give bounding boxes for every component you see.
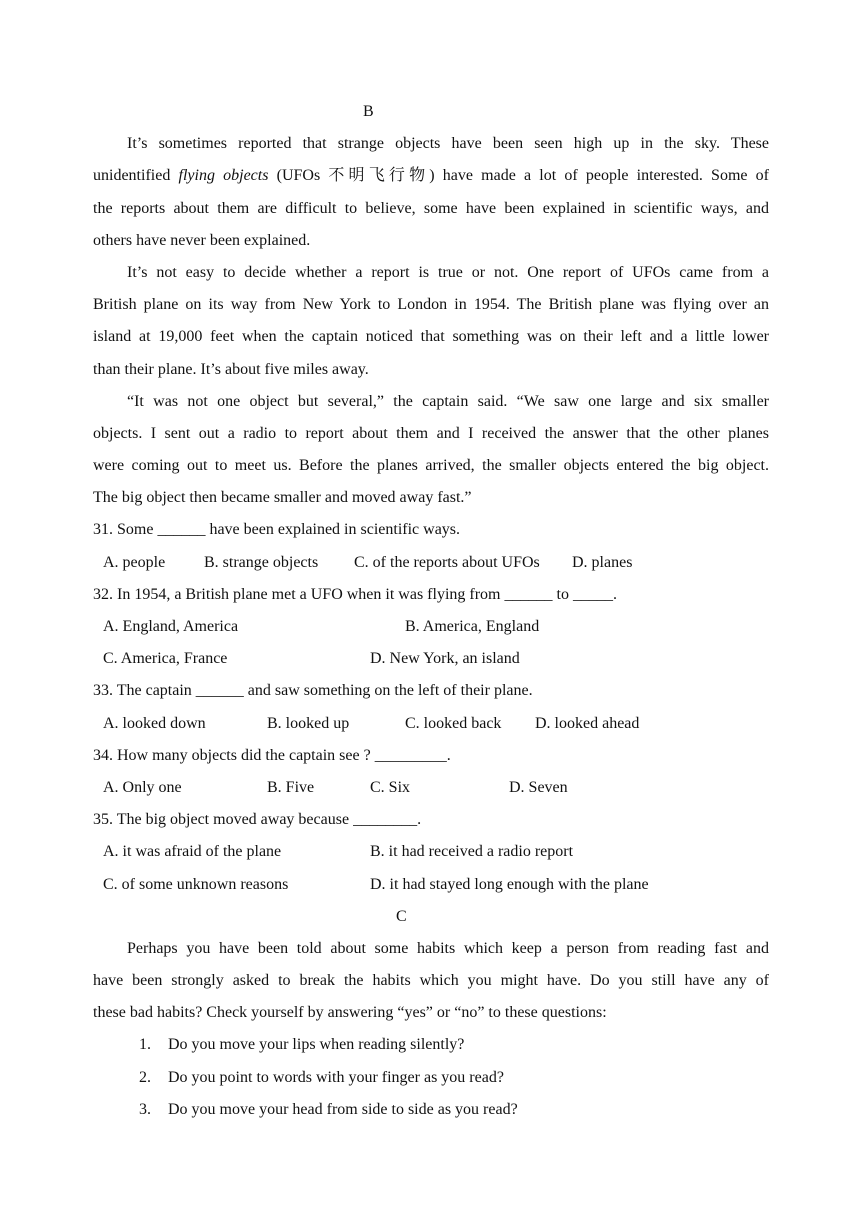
list-text: Do you point to words with your finger as you read? bbox=[168, 1068, 504, 1086]
list-number: 1. bbox=[139, 1036, 151, 1054]
italic-term: flying objects bbox=[178, 167, 269, 185]
paragraph-line: these bad habits? Check yourself by answering “yes” or “no” to these questions: bbox=[93, 1004, 607, 1022]
option-c: C. of some unknown reasons bbox=[103, 875, 289, 893]
question-33-stem: 33. The captain ______ and saw something on the left of their plane. bbox=[93, 682, 533, 700]
option-a: A. it was afraid of the plane bbox=[103, 843, 282, 861]
paragraph-line: were coming out to meet us. Before the planes arrived, the smaller objects entered the big object. bbox=[93, 457, 769, 475]
option-d: D. looked ahead bbox=[535, 714, 640, 732]
list-number: 2. bbox=[139, 1068, 151, 1086]
question-35-stem: 35. The big object moved away because ________. bbox=[93, 811, 422, 829]
list-text: Do you move your head from side to side as you read? bbox=[168, 1100, 518, 1118]
paragraph-line: Perhaps you have been told about some habits which keep a person from reading fast and bbox=[127, 939, 769, 957]
habit-question-2 bbox=[93, 1062, 769, 1094]
paragraph-line: “It was not one object but several,” the captain said. “We saw one large and six smaller bbox=[127, 392, 769, 410]
paragraph-line: objects. I sent out a radio to report about them and I received the answer that the other planes bbox=[93, 424, 769, 442]
option-c: C. America, France bbox=[103, 650, 228, 668]
document-page bbox=[93, 96, 769, 1126]
list-number: 3. bbox=[139, 1100, 151, 1118]
option-a: A. Only one bbox=[103, 778, 182, 796]
paragraph-line: the reports about them are difficult to believe, some have been explained in scientific ways, and bbox=[93, 199, 769, 217]
paragraph-line bbox=[93, 160, 769, 192]
option-a: A. people bbox=[103, 553, 166, 571]
passage-b-paragraph-3 bbox=[93, 386, 769, 515]
option-c: C. looked back bbox=[405, 714, 502, 732]
passage-c-paragraph bbox=[93, 933, 769, 1030]
passage-b-paragraph-1 bbox=[93, 128, 769, 257]
paragraph-line: The big object then became smaller and moved away fast.” bbox=[93, 489, 472, 507]
question-35-options-row-1 bbox=[93, 836, 769, 868]
paragraph-line: British plane on its way from New York to London in 1954. The British plane was flying over an bbox=[93, 296, 769, 314]
question-33-options bbox=[93, 708, 769, 740]
habit-question-3 bbox=[93, 1094, 769, 1126]
option-d: D. planes bbox=[572, 553, 633, 571]
option-d: D. it had stayed long enough with the plane bbox=[370, 875, 649, 893]
section-b-heading: B bbox=[363, 103, 374, 120]
option-a: A. England, America bbox=[103, 618, 239, 635]
option-b: B. America, England bbox=[405, 618, 540, 635]
question-34-stem: 34. How many objects did the captain see ? _________. bbox=[93, 746, 451, 764]
question-32-options-row-1 bbox=[93, 611, 769, 643]
option-d: D. New York, an island bbox=[370, 650, 520, 668]
option-d: D. Seven bbox=[509, 778, 568, 796]
list-text: Do you move your lips when reading silently? bbox=[168, 1036, 465, 1054]
passage-b-paragraph-2 bbox=[93, 257, 769, 386]
question-32-options-row-2 bbox=[93, 643, 769, 675]
question-35-options-row-2 bbox=[93, 869, 769, 901]
option-b: B. looked up bbox=[267, 714, 350, 732]
option-a: A. looked down bbox=[103, 714, 206, 732]
option-b: B. it had received a radio report bbox=[370, 843, 574, 861]
option-b: B. strange objects bbox=[204, 553, 319, 571]
section-c-heading: C bbox=[396, 907, 407, 925]
question-31-options bbox=[93, 547, 769, 579]
option-b: B. Five bbox=[267, 778, 315, 796]
question-31-stem: 31. Some ______ have been explained in scientific ways. bbox=[93, 521, 461, 539]
paragraph-line: island at 19,000 feet when the captain noticed that something was on their left and a little lower bbox=[93, 328, 769, 346]
question-34-options bbox=[93, 772, 769, 804]
habit-question-1 bbox=[93, 1029, 769, 1061]
option-c: C. of the reports about UFOs bbox=[354, 553, 540, 571]
paragraph-line: than their plane. It’s about five miles away. bbox=[93, 360, 369, 378]
text-fragment: (UFOs 不明飞行物) have made a lot of people interested. Some of bbox=[268, 167, 769, 185]
paragraph-line: have been strongly asked to break the habits which you might have. Do you still have any of bbox=[93, 972, 769, 990]
text-fragment: unidentified bbox=[93, 167, 179, 185]
question-32-stem: 32. In 1954, a British plane met a UFO when it was flying from ______ to _____. bbox=[93, 585, 617, 603]
paragraph-line: others have never been explained. bbox=[93, 231, 311, 249]
option-c: C. Six bbox=[370, 778, 411, 796]
paragraph-line: It’s sometimes reported that strange objects have been seen high up in the sky. These bbox=[127, 135, 769, 153]
paragraph-line: It’s not easy to decide whether a report is true or not. One report of UFOs came from a bbox=[127, 263, 769, 281]
